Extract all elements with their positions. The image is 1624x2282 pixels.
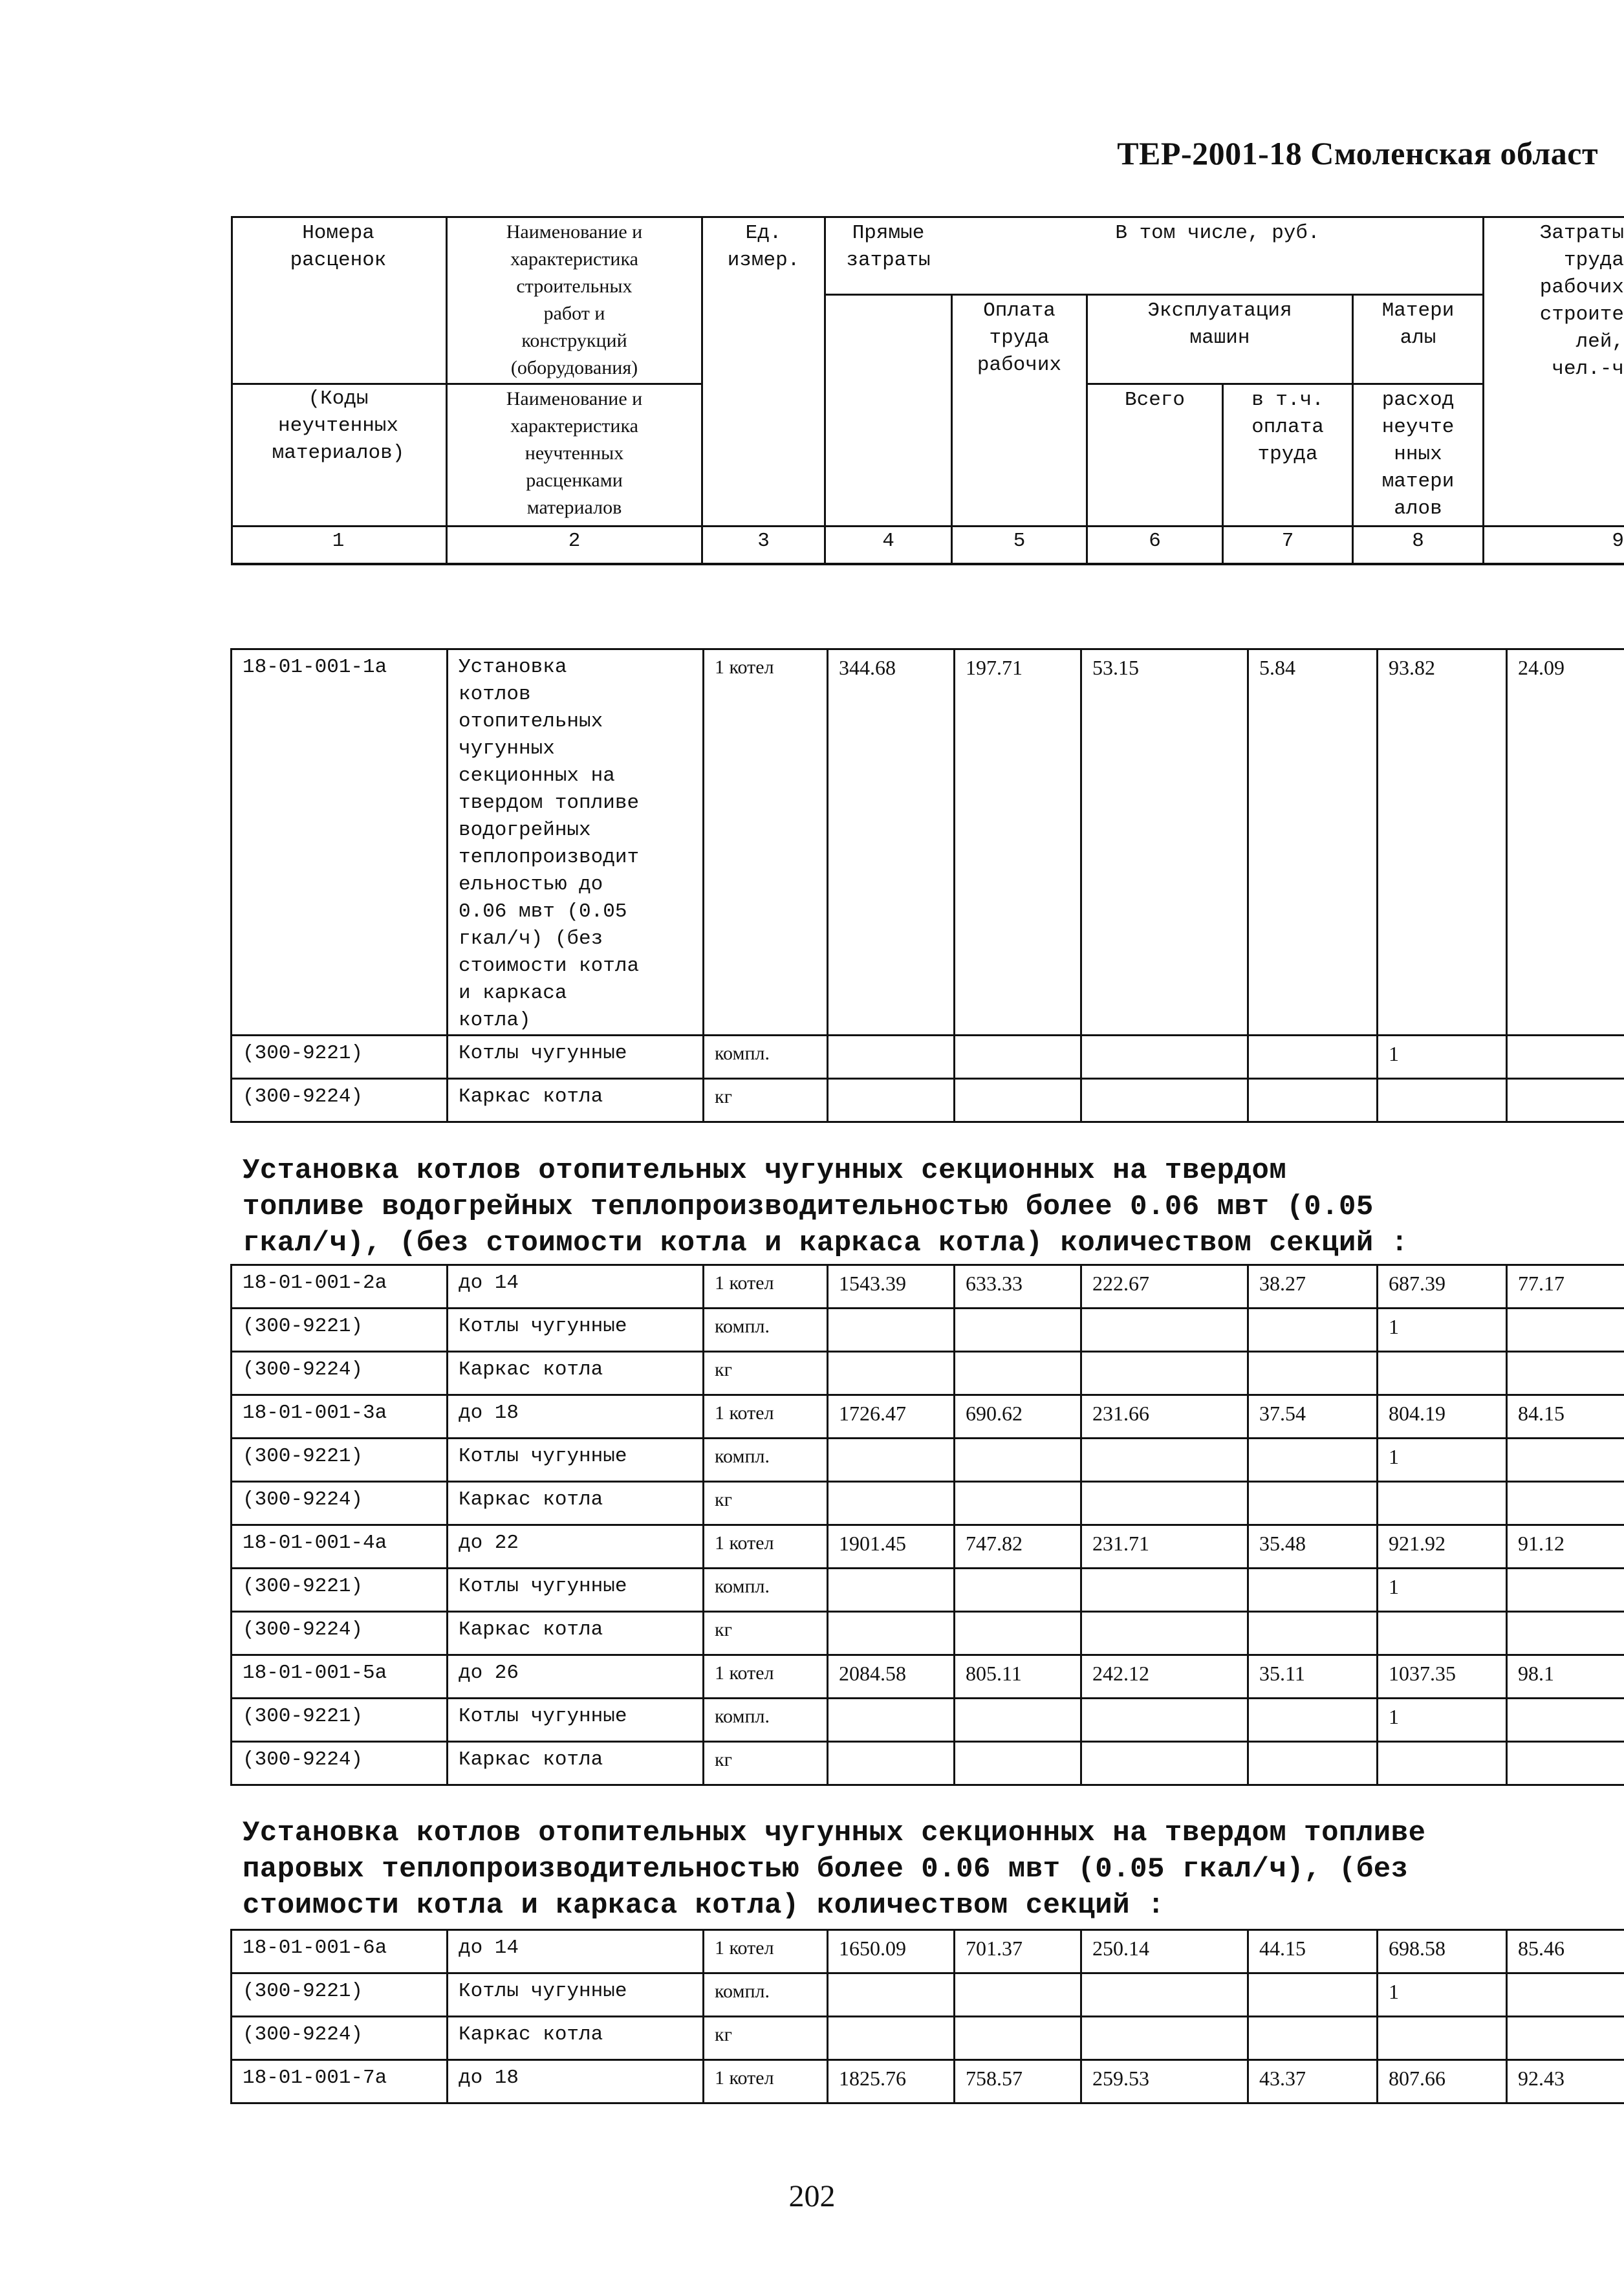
machine-labor-cell: 35.48 (1248, 1525, 1378, 1569)
work-name-cell: до 26 (448, 1655, 704, 1699)
unit-cell: 1 котел (704, 1265, 828, 1309)
header-top-rule (231, 216, 1624, 218)
materials-cell (1378, 1742, 1507, 1785)
rate-code-cell: 18-01-001-5а (232, 1655, 448, 1699)
labor-hours-cell (1507, 1309, 1624, 1352)
machine-total-cell (1081, 1699, 1248, 1742)
header-machine-labor: в т.ч. оплата труда (1251, 389, 1324, 466)
table-row (232, 1655, 1624, 1699)
labor-pay-cell: 701.37 (955, 1930, 1081, 1973)
materials-cell: 698.58 (1378, 1930, 1507, 1973)
header-group-rule (824, 294, 1482, 296)
machine-labor-cell (1248, 1036, 1378, 1079)
labor-hours-cell: 84.15 (1507, 1395, 1624, 1439)
direct-costs-cell: 1650.09 (828, 1930, 955, 1973)
unit-cell: кг (704, 1352, 828, 1395)
unit-cell: кг (704, 1079, 828, 1122)
work-name-cell: Каркас котла (448, 1482, 704, 1525)
machine-total-cell (1081, 1742, 1248, 1785)
materials-cell: 1 (1378, 1036, 1507, 1079)
header-machines-rule (1086, 383, 1352, 385)
machine-total-cell (1081, 1309, 1248, 1352)
direct-costs-cell (828, 1569, 955, 1612)
materials-cell: 1 (1378, 1309, 1507, 1352)
work-name-cell: Котлы чугунные (448, 1699, 704, 1742)
unit-cell: компл. (704, 1309, 828, 1352)
work-name-cell: Котлы чугунные (448, 1036, 704, 1079)
rate-code-cell: (300-9221) (232, 1699, 448, 1742)
machine-total-cell: 250.14 (1081, 1930, 1248, 1973)
unit-cell: кг (704, 2017, 828, 2060)
table-row (232, 2017, 1624, 2060)
machine-labor-cell: 43.37 (1248, 2060, 1378, 2103)
labor-hours-cell (1507, 1482, 1624, 1525)
table-row (232, 2060, 1624, 2103)
rate-code-cell: (300-9221) (232, 1569, 448, 1612)
direct-costs-cell (828, 1079, 955, 1122)
table-column-header (231, 216, 1624, 565)
rate-code-cell: (300-9224) (232, 1079, 448, 1122)
labor-hours-cell (1507, 1973, 1624, 2017)
table-row (232, 1612, 1624, 1655)
table-row (232, 1973, 1624, 2017)
work-name-cell: до 18 (448, 2060, 704, 2103)
work-name-cell: Каркас котла (448, 1742, 704, 1785)
direct-costs-cell (828, 1309, 955, 1352)
machine-labor-cell: 35.11 (1248, 1655, 1378, 1699)
direct-costs-cell (828, 1036, 955, 1079)
unit-cell: компл. (704, 1973, 828, 2017)
unit-cell: кг (704, 1742, 828, 1785)
header-col-number: 7 (1281, 530, 1294, 552)
labor-hours-cell (1507, 1079, 1624, 1122)
labor-pay-cell (955, 1439, 1081, 1482)
labor-hours-cell: 92.43 (1507, 2060, 1624, 2103)
machine-total-cell (1081, 1482, 1248, 1525)
header-material-code: (Коды неучтенных материалов) (272, 387, 405, 464)
unit-cell: кг (704, 1482, 828, 1525)
machine-total-cell: 231.66 (1081, 1395, 1248, 1439)
labor-pay-cell (955, 1036, 1081, 1079)
table-row (232, 1525, 1624, 1569)
machine-total-cell (1081, 2017, 1248, 2060)
labor-pay-cell (955, 1699, 1081, 1742)
machine-labor-cell: 5.84 (1248, 649, 1378, 1036)
direct-costs-cell: 1901.45 (828, 1525, 955, 1569)
labor-pay-cell (955, 2017, 1081, 2060)
labor-hours-cell: 91.12 (1507, 1525, 1624, 1569)
labor-pay-cell: 805.11 (955, 1655, 1081, 1699)
materials-cell (1378, 2017, 1507, 2060)
direct-costs-cell (828, 1742, 955, 1785)
rate-code-cell: 18-01-001-4а (232, 1525, 448, 1569)
rate-code-cell: (300-9224) (232, 1612, 448, 1655)
unit-cell: 1 котел (704, 1525, 828, 1569)
machine-total-cell (1081, 1973, 1248, 2017)
header-col-number: 4 (882, 530, 894, 552)
machine-labor-cell (1248, 1482, 1378, 1525)
machine-total-cell (1081, 1352, 1248, 1395)
machine-labor-cell (1248, 1439, 1378, 1482)
materials-cell: 1 (1378, 1699, 1507, 1742)
work-name-cell: Котлы чугунные (448, 1973, 704, 2017)
rate-code-cell: (300-9224) (232, 2017, 448, 2060)
rate-code-cell: (300-9221) (232, 1036, 448, 1079)
machine-labor-cell (1248, 1742, 1378, 1785)
labor-hours-cell: 77.17 (1507, 1265, 1624, 1309)
labor-hours-cell (1507, 2017, 1624, 2060)
labor-hours-cell (1507, 1036, 1624, 1079)
table-row (232, 1439, 1624, 1482)
materials-cell: 687.39 (1378, 1265, 1507, 1309)
machine-labor-cell (1248, 1569, 1378, 1612)
labor-pay-cell (955, 1079, 1081, 1122)
direct-costs-cell (828, 1612, 955, 1655)
rates-table-2 (230, 1264, 1624, 1786)
materials-cell (1378, 1079, 1507, 1122)
labor-hours-cell (1507, 1569, 1624, 1612)
header-unaccounted-materials: расход неучте нных матери алов (1381, 389, 1455, 520)
header-materials: Матери алы (1381, 299, 1455, 349)
direct-costs-cell (828, 1482, 955, 1525)
table-row (232, 1352, 1624, 1395)
direct-costs-cell: 1726.47 (828, 1395, 955, 1439)
unit-cell: 1 котел (704, 649, 828, 1036)
labor-pay-cell: 758.57 (955, 2060, 1081, 2103)
rate-code-cell: (300-9221) (232, 1439, 448, 1482)
materials-cell: 1037.35 (1378, 1655, 1507, 1699)
rates-table-3 (230, 1929, 1624, 2104)
machine-labor-cell (1248, 1973, 1378, 2017)
direct-costs-cell (828, 2017, 955, 2060)
header-breakdown-group: В том числе, руб. (1115, 222, 1320, 244)
table-row (232, 1309, 1624, 1352)
labor-pay-cell (955, 1612, 1081, 1655)
machine-total-cell (1081, 1439, 1248, 1482)
labor-hours-cell: 24.09 (1507, 649, 1624, 1036)
table-row (232, 1265, 1624, 1309)
materials-cell: 1 (1378, 1439, 1507, 1482)
machine-labor-cell: 38.27 (1248, 1265, 1378, 1309)
rate-code-cell: 18-01-001-3а (232, 1395, 448, 1439)
work-name-cell: до 22 (448, 1525, 704, 1569)
labor-hours-cell (1507, 1699, 1624, 1742)
page-number: 202 (788, 2179, 836, 2213)
labor-pay-cell (955, 1973, 1081, 2017)
table-row (232, 1036, 1624, 1079)
unit-cell: 1 котел (704, 2060, 828, 2103)
direct-costs-cell: 2084.58 (828, 1655, 955, 1699)
header-col-number: 5 (1013, 530, 1026, 552)
table-row (232, 649, 1624, 1036)
labor-hours-cell (1507, 1352, 1624, 1395)
direct-costs-cell: 344.68 (828, 649, 955, 1036)
machine-labor-cell (1248, 2017, 1378, 2060)
unit-cell: 1 котел (704, 1930, 828, 1973)
header-work-name: Наименование и характеристика строительных работ и конструкций (оборудования) (506, 221, 643, 378)
labor-hours-cell (1507, 1742, 1624, 1785)
work-name-cell: Каркас котла (448, 1079, 704, 1122)
table-row (232, 1079, 1624, 1122)
header-col-number: 9 (1612, 530, 1624, 552)
header-unit: Ед. измер. (727, 222, 800, 272)
header-col-number: 1 (332, 530, 345, 552)
machine-total-cell: 242.12 (1081, 1655, 1248, 1699)
machine-total-cell (1081, 1612, 1248, 1655)
rate-code-cell: 18-01-001-1а (232, 649, 448, 1036)
table-row (232, 1742, 1624, 1785)
machine-total-cell (1081, 1569, 1248, 1612)
unit-cell: компл. (704, 1699, 828, 1742)
labor-pay-cell: 633.33 (955, 1265, 1081, 1309)
machine-labor-cell (1248, 1612, 1378, 1655)
section-heading-water-boilers: Установка котлов отопительных чугунных секционных на твердом топливе водогрейных теплопроизводительностью более 0.06 мвт (0.05 гкал/ч), (без стоимости котла и каркаса котла) количеством секций : (243, 1155, 1409, 1259)
header-col-number: 6 (1149, 530, 1161, 552)
work-name-cell: Каркас котла (448, 1352, 704, 1395)
work-name-cell: Котлы чугунные (448, 1569, 704, 1612)
materials-cell: 1 (1378, 1973, 1507, 2017)
materials-cell: 804.19 (1378, 1395, 1507, 1439)
unit-cell: компл. (704, 1569, 828, 1612)
direct-costs-cell: 1543.39 (828, 1265, 955, 1309)
header-material-name: Наименование и характеристика неучтенных расценками материалов (506, 388, 643, 518)
table-row (232, 1482, 1624, 1525)
header-direct-costs: Прямые затраты (846, 222, 931, 272)
rate-code-cell: (300-9224) (232, 1352, 448, 1395)
header-labor-hours: Затраты труда рабочих строите лей, чел.-ч (1539, 222, 1624, 380)
materials-cell: 93.82 (1378, 649, 1507, 1036)
labor-pay-cell: 747.82 (955, 1525, 1081, 1569)
unit-cell: компл. (704, 1036, 828, 1079)
work-name-cell: Котлы чугунные (448, 1439, 704, 1482)
labor-pay-cell: 690.62 (955, 1395, 1081, 1439)
rate-code-cell: (300-9224) (232, 1742, 448, 1785)
materials-cell: 1 (1378, 1569, 1507, 1612)
machine-total-cell: 259.53 (1081, 2060, 1248, 2103)
table-row (232, 1699, 1624, 1742)
direct-costs-cell (828, 1439, 955, 1482)
work-name-cell: до 14 (448, 1265, 704, 1309)
machine-labor-cell (1248, 1079, 1378, 1122)
rate-code-cell: 18-01-001-7а (232, 2060, 448, 2103)
work-name-cell: Установка котлов отопительных чугунных секционных на твердом топливе водогрейных теплопроизводит ельностью до 0.06 мвт (0.05 гкал/ч) (без стоимости котла и каркаса котла) (448, 649, 704, 1036)
machine-total-cell: 53.15 (1081, 649, 1248, 1036)
header-labor-pay: Оплата труда рабочих (977, 299, 1062, 376)
header-machine-operation: Эксплуатация машин (1147, 299, 1292, 349)
header-materials-rule (1352, 383, 1482, 385)
machine-labor-cell (1248, 1352, 1378, 1395)
materials-cell (1378, 1482, 1507, 1525)
rates-table-1 (230, 648, 1624, 1123)
work-name-cell: Каркас котла (448, 1612, 704, 1655)
table-row (232, 1930, 1624, 1973)
header-bottom-rule (231, 563, 1624, 565)
work-name-cell: Каркас котла (448, 2017, 704, 2060)
header-numbers-rule (231, 525, 1624, 527)
rate-code-cell: 18-01-001-6а (232, 1930, 448, 1973)
labor-pay-cell (955, 1352, 1081, 1395)
rate-code-cell: (300-9221) (232, 1309, 448, 1352)
header-col-number: 2 (568, 530, 581, 552)
direct-costs-cell (828, 1352, 955, 1395)
materials-cell (1378, 1612, 1507, 1655)
materials-cell (1378, 1352, 1507, 1395)
machine-total-cell (1081, 1036, 1248, 1079)
document-title: ТЕР-2001-18 Смоленская област (1117, 135, 1598, 171)
header-col-number: 8 (1412, 530, 1424, 552)
machine-labor-cell: 37.54 (1248, 1395, 1378, 1439)
machine-labor-cell: 44.15 (1248, 1930, 1378, 1973)
labor-pay-cell (955, 1742, 1081, 1785)
table-row (232, 1395, 1624, 1439)
machine-total-cell: 222.67 (1081, 1265, 1248, 1309)
labor-pay-cell (955, 1309, 1081, 1352)
table-row (232, 1569, 1624, 1612)
labor-hours-cell: 98.1 (1507, 1655, 1624, 1699)
labor-hours-cell (1507, 1612, 1624, 1655)
section-heading-steam-boilers: Установка котлов отопительных чугунных секционных на твердом топливе паровых теплопроизводительностью более 0.06 мвт (0.05 гкал/ч), (без стоимости котла и каркаса котла) количеством секций : (243, 1817, 1426, 1922)
header-col-number: 3 (757, 530, 770, 552)
machine-total-cell (1081, 1079, 1248, 1122)
header-rate-number: Номера расценок (290, 222, 387, 272)
unit-cell: 1 котел (704, 1655, 828, 1699)
labor-pay-cell: 197.71 (955, 649, 1081, 1036)
labor-hours-cell (1507, 1439, 1624, 1482)
work-name-cell: Котлы чугунные (448, 1309, 704, 1352)
unit-cell: 1 котел (704, 1395, 828, 1439)
unit-cell: компл. (704, 1439, 828, 1482)
header-machine-total: Всего (1124, 389, 1185, 411)
direct-costs-cell: 1825.76 (828, 2060, 955, 2103)
labor-pay-cell (955, 1569, 1081, 1612)
work-name-cell: до 14 (448, 1930, 704, 1973)
materials-cell: 921.92 (1378, 1525, 1507, 1569)
labor-hours-cell: 85.46 (1507, 1930, 1624, 1973)
work-name-cell: до 18 (448, 1395, 704, 1439)
machine-labor-cell (1248, 1309, 1378, 1352)
direct-costs-cell (828, 1699, 955, 1742)
unit-cell: кг (704, 1612, 828, 1655)
direct-costs-cell (828, 1973, 955, 2017)
machine-labor-cell (1248, 1699, 1378, 1742)
rate-code-cell: (300-9221) (232, 1973, 448, 2017)
header-split-rule (231, 383, 703, 385)
rate-code-cell: 18-01-001-2а (232, 1265, 448, 1309)
machine-total-cell: 231.71 (1081, 1525, 1248, 1569)
materials-cell: 807.66 (1378, 2060, 1507, 2103)
rate-code-cell: (300-9224) (232, 1482, 448, 1525)
labor-pay-cell (955, 1482, 1081, 1525)
